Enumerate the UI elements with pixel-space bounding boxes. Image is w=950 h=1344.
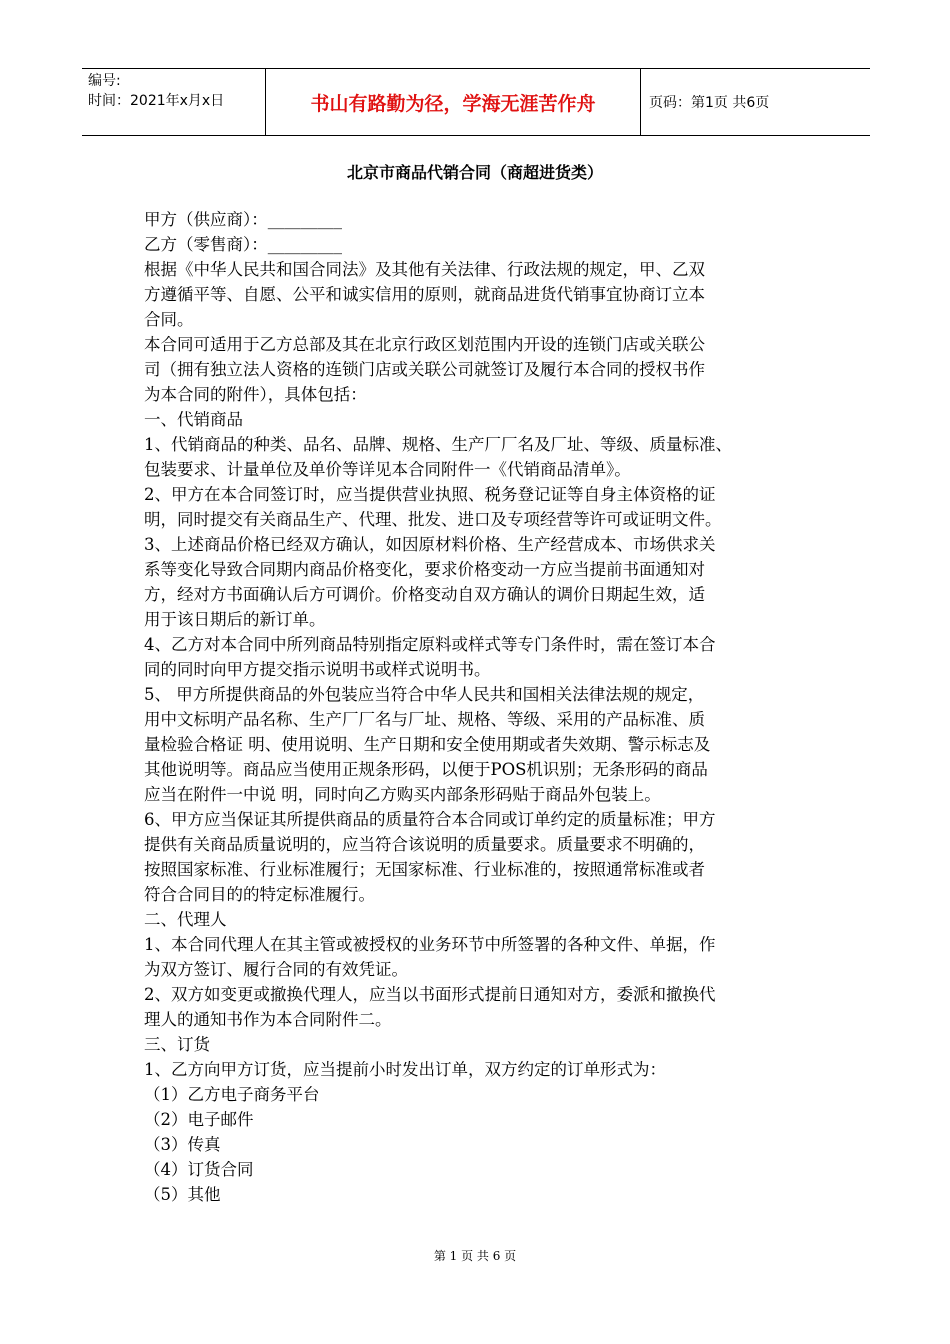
- body-line: 包装要求、计量单位及单价等详见本合同附件一《代销商品清单》。: [144, 460, 631, 479]
- body-line: 乙方（零售商）：_________: [144, 235, 342, 254]
- body-line: 6、甲方应当保证其所提供商品的质量符合本合同或订单约定的质量标准；甲方: [144, 810, 716, 829]
- document-number-label: 编号:: [88, 73, 121, 89]
- body-line: （2）电子邮件: [144, 1110, 254, 1129]
- body-line: 5、 甲方所提供商品的外包装应当符合中华人民共和国相关法律法规的规定，: [144, 685, 705, 704]
- body-line: 用于该日期后的新订单。: [144, 610, 326, 629]
- body-line: 一、代销商品: [144, 410, 243, 429]
- body-line: 三、订货: [144, 1035, 210, 1054]
- body-line: 同的同时向甲方提交指示说明书或样式说明书。: [144, 660, 491, 679]
- header-motto: 书山有路勤为径，学海无涯苦作舟: [266, 69, 641, 135]
- body-line: 明，同时提交有关商品生产、代理、批发、进口及专项经营等许可或证明文件。: [144, 510, 722, 529]
- body-line: 3、上述商品价格已经双方确认，如因原材料价格、生产经营成本、市场供求关: [144, 535, 716, 554]
- body-line: 方遵循平等、自愿、公平和诚实信用的原则，就商品进货代销事宜协商订立本: [144, 285, 705, 304]
- body-line: 理人的通知书作为本合同附件二。: [144, 1010, 392, 1029]
- contract-body: [144, 207, 814, 1207]
- body-line: 2、双方如变更或撤换代理人，应当以书面形式提前日通知对方，委派和撤换代: [144, 985, 716, 1004]
- document-time-label: 时间：2021年x月x日: [88, 93, 225, 109]
- body-line: 量检验合格证 明、使用说明、生产日期和安全使用期或者失效期、警示标志及: [144, 735, 711, 754]
- body-line: 司（拥有独立法人资格的连锁门店或关联公司就签订及履行本合同的授权书作: [144, 360, 705, 379]
- page-header: [82, 68, 870, 136]
- header-info: [82, 69, 266, 135]
- body-line: 2、甲方在本合同签订时，应当提供营业执照、税务登记证等自身主体资格的证: [144, 485, 716, 504]
- body-line: 用中文标明产品名称、生产厂厂名与厂址、规格、等级、采用的产品标准、质: [144, 710, 705, 729]
- body-line: 二、代理人: [144, 910, 227, 929]
- body-line: 本合同可适用于乙方总部及其在北京行政区划范围内开设的连锁门店或关联公: [144, 335, 705, 354]
- body-line: 应当在附件一中说 明，同时向乙方购买内部条形码贴于商品外包装上。: [144, 785, 661, 804]
- body-line: （5）其他: [144, 1185, 221, 1204]
- body-line: （3）传真: [144, 1135, 221, 1154]
- body-line: 提供有关商品质量说明的，应当符合该说明的质量要求。质量要求不明确的，: [144, 835, 705, 854]
- body-line: 按照国家标准、行业标准履行；无国家标准、行业标准的，按照通常标准或者: [144, 860, 705, 879]
- body-line: 1、本合同代理人在其主管或被授权的业务环节中所签署的各种文件、单据，作: [144, 935, 716, 954]
- body-line: 其他说明等。商品应当使用正规条形码，以便于POS机识别；无条形码的商品: [144, 760, 708, 779]
- body-line: （4）订货合同: [144, 1160, 254, 1179]
- document-title: 北京市商品代销合同（商超进货类）: [346, 163, 603, 182]
- body-line: 符合合同目的的特定标准履行。: [144, 885, 375, 904]
- body-line: （1）乙方电子商务平台: [144, 1085, 320, 1104]
- body-line: 根据《中华人民共和国合同法》及其他有关法律、行政法规的规定，甲、乙双: [144, 260, 705, 279]
- body-line: 系等变化导致合同期内商品价格变化，要求价格变动一方应当提前书面通知对: [144, 560, 705, 579]
- page-footer: 第 1 页 共 6 页: [433, 1249, 517, 1263]
- body-line: 1、乙方向甲方订货，应当提前小时发出订单，双方约定的订单形式为：: [144, 1060, 666, 1079]
- body-line: 1、代销商品的种类、品名、品牌、规格、生产厂厂名及厂址、等级、质量标准、: [144, 435, 732, 454]
- header-page-number: 页码：第1页 共6页: [649, 95, 770, 111]
- body-line: 为双方签订、履行合同的有效凭证。: [144, 960, 408, 979]
- body-line: 为本合同的附件），具体包括：: [144, 385, 367, 404]
- body-line: 4、乙方对本合同中所列商品特别指定原料或样式等专门条件时，需在签订本合: [144, 635, 716, 654]
- body-line: 方，经对方书面确认后方可调价。价格变动自双方确认的调价日期起生效，适: [144, 585, 705, 604]
- body-line: 合同。: [144, 310, 194, 329]
- body-line: 甲方（供应商）：_________: [144, 210, 342, 229]
